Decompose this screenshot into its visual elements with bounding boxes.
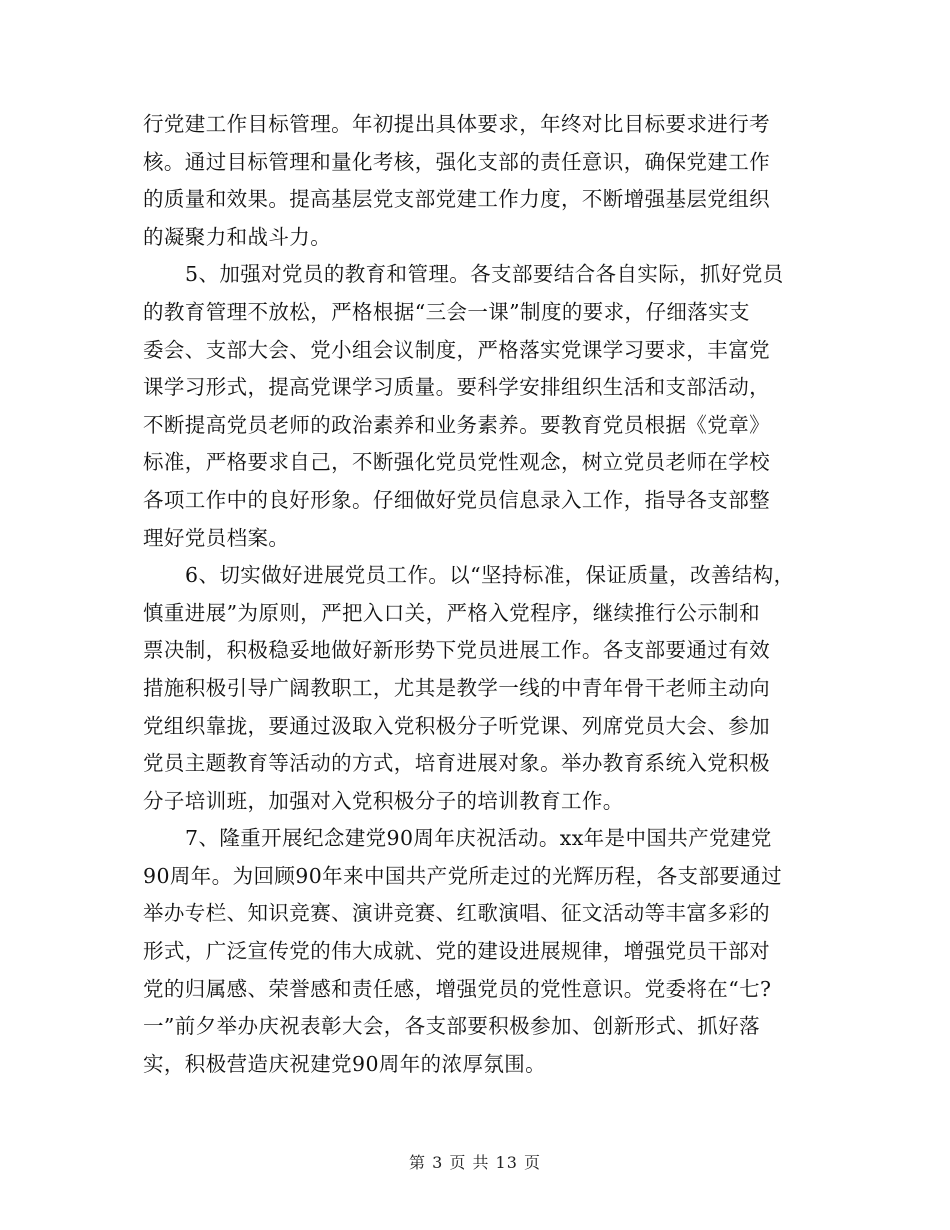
text-line: 核。通过目标管理和量化考核，强化支部的责任意识，确保党建工作	[143, 149, 770, 174]
text-line: 课学习形式，提高党课学习质量。要科学安排组织生活和支部活动，	[143, 375, 770, 400]
text-line: 举办专栏、知识竞赛、演讲竞赛、红歌演唱、征文活动等丰富多彩的	[143, 901, 770, 926]
text-line: 慎重进展”为原则，严把入口关，严格入党程序，继续推行公示制和	[143, 600, 760, 625]
text-line: 一”前夕举办庆祝表彰大会，各支部要积极参加、创新形式、抓好落	[143, 1014, 760, 1039]
text-line: 的凝聚力和战斗力。	[143, 224, 332, 249]
document-body	[143, 106, 815, 1083]
text-line: 理好党员档案。	[143, 525, 290, 550]
text-line: 党员主题教育等活动的方式，培育进展对象。举办教育系统入党积极	[143, 751, 770, 776]
paragraph-7-first-line: 7、隆重开展纪念建党90周年庆祝活动。xx年是中国共产党建党	[185, 826, 772, 851]
text-line: 实，积极营造庆祝建党90周年的浓厚氛围。	[143, 1051, 547, 1076]
text-line: 的教育管理不放松，严格根据“三会一课”制度的要求，仔细落实支	[143, 299, 750, 324]
text-line: 形式，广泛宣传党的伟大成就、党的建设进展规律，增强党员干部对	[143, 939, 770, 964]
text-line: 标准，严格要求自己，不断强化党员党性观念，树立党员老师在学校	[143, 450, 770, 475]
text-line: 党的归属感、荣誉感和责任感，增强党员的党性意识。党委将在“七?	[143, 976, 772, 1001]
paragraph-6-first-line: 6、切实做好进展党员工作。以“坚持标准，保证质量，改善结构，	[185, 563, 795, 588]
text-line: 党组织靠拢，要通过汲取入党积极分子听党课、列席党员大会、参加	[143, 713, 770, 738]
text-line: 90周年。为回顾90年来中国共产党所走过的光辉历程，各支部要通过	[143, 863, 782, 888]
text-line: 行党建工作目标管理。年初提出具体要求，年终对比目标要求进行考	[143, 112, 770, 136]
page-number-footer: 第 3 页 共 13 页	[409, 1153, 541, 1172]
text-line: 分子培训班，加强对入党积极分子的培训教育工作。	[143, 788, 624, 813]
text-line: 不断提高党员老师的政治素养和业务素养。要教育党员根据《党章》	[143, 412, 770, 437]
text-line: 票决制，积极稳妥地做好新形势下党员进展工作。各支部要通过有效	[143, 638, 770, 663]
text-line: 各项工作中的良好形象。仔细做好党员信息录入工作，指导各支部整	[143, 487, 770, 512]
paragraph-5-first-line: 5、加强对党员的教育和管理。各支部要结合各自实际，抓好党员	[185, 262, 784, 287]
text-line: 的质量和效果。提高基层党支部党建工作力度，不断增强基层党组织	[143, 187, 770, 212]
text-line: 委会、支部大会、党小组会议制度，严格落实党课学习要求，丰富党	[143, 337, 770, 362]
text-line: 措施积极引导广阔教职工，尤其是教学一线的中青年骨干老师主动向	[143, 675, 770, 700]
